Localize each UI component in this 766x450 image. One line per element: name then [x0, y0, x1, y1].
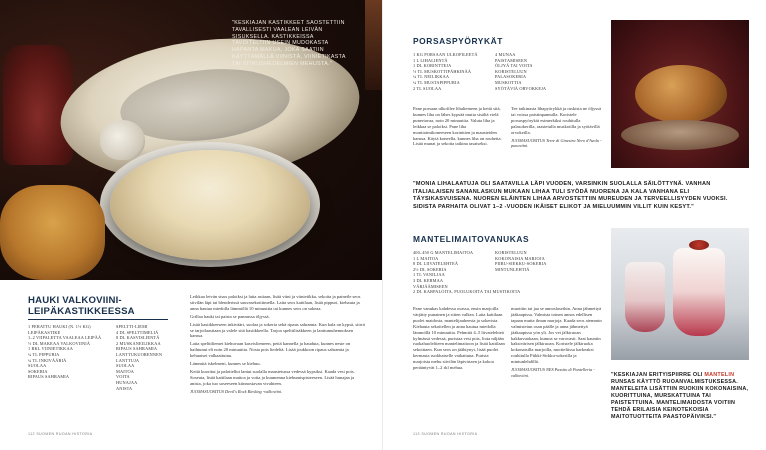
- pudding-photo: [611, 228, 749, 360]
- ingredients-vanukas-b: KORISTELUUN KOKONAISIA MARJOJA PIIRU-SIEKKU-SOKERIA MINTUNLEHTIÄ: [495, 250, 547, 272]
- hauki-photo: [0, 0, 383, 280]
- meatballs-image: [635, 65, 727, 123]
- ingredients-porsas-b: 4 MUNAA PAISTAMISEEN ÖLJYÄ TAI VOITA KORISTELUUN PALASOKERIA MUSKOTTIA SYÖTÄVIÄ ORVOKKEJA: [495, 52, 547, 91]
- recipe-body-vanukas-a: Pane vanukas kahdessa osassa, ensin marjoilla värjätty punainen ja sitten valkea. Laita kattilaan puolet maidosta, mantelijauheesta ja sokerista. Kiehauta sekoitellen ja anna hautua miedolla lämmöllä 10 minuuttia. Pehmitä 4–5 liivatelehteä kylmässä vedessä, puristaa vesi pois, liota niljään ruokahuoleliteen mantelimaitoon ja lisää kattilaan sekoittaen. Kun seos on jäähtynyt, lisää puolet kermasta ruokhaiselle vatkattuna. Purista marjoista mehu siivilän läpivirtaen ja kokoa perääntyvät 1–2 rkl mehua.: [413, 306, 505, 371]
- berry-garnish-image: [689, 240, 709, 250]
- recipe-title-hauki: HAUKI VALKOVIINI- LEIPÄKASTIKKEESSA: [28, 295, 135, 317]
- page-folio-right: 113 SUOMEN RUOAN HISTORIA: [413, 432, 478, 436]
- ingredients-vanukas-a: 400–450 G MANTELIMAITOA 1 L MAITOA 8 DL LIIVATELEHTEÄ 2½ DL SOKERIA 1 TL VANILJAA 3 DL KERMAA VÄRJÄÄMISEEN 2 DL KARPALOITA, PUOLUKOITA TAI MUSTIKOITA: [413, 250, 521, 295]
- recipe-title-vanukas: MANTELIMAITOVANUKAS: [413, 234, 530, 244]
- wine-glass-image: [3, 45, 73, 165]
- wine-recommendation-vanukas: JUOMASUOSITUS NES Passito di Pantelleria -valkoviini.: [511, 367, 595, 378]
- recipe-title-porsas: PORSASPYÖRYKÄT: [413, 36, 503, 46]
- page-folio-left: 112 SUOMEN RUOAN HISTORIA: [28, 432, 93, 436]
- recipe-body-vanukas-b: muottiin tai jaa se annoslaseihin. Anna jähmettyä jääkaapissa. Valmista toinen annos edellisen tapaan mutta ilman marjoja. Kaada seos aiemmin valmistetun osan päälle ja anna jähmettyä jääkaapissa yön yli. Jos vet jälkiruoan kakkuvuokaan, kumoa se varovasti. Saat kauniin kaksivärisen jälkiruoan. Koristele jälkiruoka kokonaisilla marjoilla, mortteliissa karkeaksi rouhitulla Piikki-Sirkku-sokerilla ja mintunlehdillä. JUOMASUOSITUS NES Passito di Pantelleria -valkoviini.: [511, 306, 602, 378]
- gravy-boat-image: [100, 120, 145, 160]
- pudding-glass-2-image: [673, 248, 725, 336]
- recipe-body-porsas-b: Tee taikinasta lihapyörykkä ja ruskista ne öljyssä tai voissa paistinpannulla. Koristele porsaspyörykät esimerkiksi rouhitulla palasokerilla, raastetulla muskotilla ja syötävillä orvokeilla. JUOMASUOSITUS Terre di Ginestra Nero d'Avola -punaviini.: [511, 106, 602, 149]
- recipe-body-porsas-a: Pane porsaan ulkofilee lihaliemeen ja keitä sitä, kunnes liha on lähes kypsää mutta sisältä vielä punertavaa, noin 20 minuuttia. Valuta liha ja leikkaa se paloiksi. Pane liha monitoimikoneeseen korinttien ja mausteiden kanssa. Käytä koneella, kunnes liha on rouhetta. Lisää munat ja sekoita taikina tasaiseksi.: [413, 106, 502, 147]
- ingredients-list-a: 1 PERATTU HAUKI (N. 1½ KG) LEIPÄKASTIKE 1–2 VIIPALETTA VAALEAA LEIPÄÄ ½ DL MAKEAA VALKOVIINIÄ 1 RKL VIINIETIKKAA ¼ TL PIPPURIA ¼ TL INKIVÄÄRIÄ SUOLAA SOKERIA RIPAUS SAHRAMIA: [28, 324, 102, 380]
- wine-recommendation: JUOMASUOSITUS Devil's Rock Riesling -valkoviini.: [190, 388, 283, 394]
- photo-quote: "KESKIAJAN KASTIKKEET SAOSTETTIIN TAVALLISESTI VAALEAN LEIVÄN SISUKSELLA. KASTIKKEISSA TAVOITELTIIN USEIN MUDOKASTA HAPANTA MAKUA, JOKA SAATIIN KÄYTTÄMÄLLÄ VIINISTÄ, VIINIETIKASTA TAI SITRUSHEDELMIEN MEHUSTA.": [232, 20, 346, 67]
- recipe-body-hauki: Leikkaa leivän sisus paloiksi ja laita astiaan, lisää viini ja viinietikka, sekoita ja paineile seos siivilän läpi tai blenderissä sauvasekoittimella. Laita seos kattilaan, lisää pippuri, kiehauta ja anna hautua miedolla lämmöllä 10 minuuttia tai kunnes seos on sakeaa. Grillaa hauki tai paista se pannussa öljyssä. Lisää kastikkeeseen inkivääri, suolaa ja sokeria sekä ripaus sahramia. Kun kala on kypsä, siirrä se tarjoilaastiaan ja valele sitä kastikkeella. Tarjoa spelttilisäkkeen ja lanttumuhennoksen kanssa. Laita speltitliemet kiehuvaan kasvisliemeen, peitä kannella ja hauduta, kunnes neste on haihtunut eli noin 20 minuuttia. Nosta pois liedeltä. Lisää joukkoon ripaus sahramia ja kehuaiset valkaattuina. Lämmitä iskelmeni, kunnes se kiehuu. Keitä kuoritut ja paloitellut lantut suolalla maustetussa vedessä kypsiksi. Kaada vesi pois. Soseuta, lisää kattilaan maitoa ja voita ja kuumenna kiehumispisteeseen. Lisää hunajaa ja anista, joka tuo soseeseen kiinnostavan vivahteen. JUOMASUOSITUS Devil's Rock Riesling -valkoviini.: [190, 294, 365, 394]
- candle-image: [365, 0, 383, 90]
- sauce-bowl-image: [110, 150, 310, 260]
- highlight-word: MANTELIN: [704, 372, 735, 378]
- spelt-bowl-image: [0, 185, 105, 280]
- pull-quote-meat: "MONIA LIHALAATUJA OLI SAATAVILLA LÄPI VUODEN, VARSINKIN SUOLALLA SÄILÖTTYNÄ. VANHAN ITALIALAISEN SANANLASKUN MUKAAN LIHAA TULI SYÖDÄ NUORENA JA KALA VANHANA ELI TÄYSIKASVUISENA. NUOREN ELÄINTEN LIHAA ARVOSTETTIIN MUREUDEN JA TERVEELLISYYDEN VUOKSI. SIDISTA PARHAITA OLIVAT 1–2 -VUODEN IKÄISET ELIKOT JA MIELUUMMIN VILLIT KUIN KESYT.": [413, 181, 728, 210]
- plate-image: [621, 120, 739, 150]
- pull-quote-almond: "KESKIAJAN ERITYISPIIRRE OLI MANTELIN RUNSAS KÄYTTÖ RUOANVALMISTUKSESSA. MANTELEITA LISÄTTIIN RUOKIIN KOKONAISINA, KUORITTUINA, MURSKATTUINA TAI PAISTETTUINA. MANTELIMAIDOSTA VOITIIN TEHDÄ ERILAISIA KEINOTEKOISIA MAITOTUOTTEITA PAASTOPÄIVIKSI.": [611, 372, 749, 420]
- ingredients-list-b: SPELTTI-LIEMI 4 DL SPELTTIMELIÄ 8 DL KASVISLIENTÄ 2 MUSKANEILIKKAA RIPAUS SAHRAMIA LANTTUKUORENNEN LANTTUJA SUOLAA MAITOA VOITA HUNAJAA ANISTA: [116, 324, 163, 391]
- ingredients-porsas-a: 1 KG PORSAAN ULKOFILEETÄ 1 L LIHALIENTÄ 1 DL KORINTTEJA ½ TL MUSKOTTIPÄHKINÄÄ ¼ TL NEILIKKAA ¼ TL MUSTAPIPPURIA 2 TL SUOLAA: [413, 52, 478, 91]
- meatballs-photo: [611, 20, 749, 168]
- pudding-glass-1-image: [625, 262, 665, 332]
- wine-recommendation-porsas: JUOMASUOSITUS Terre di Ginestra Nero d'Avola -punaviini.: [511, 137, 602, 149]
- title-rule: [28, 319, 168, 320]
- right-page: [383, 0, 766, 450]
